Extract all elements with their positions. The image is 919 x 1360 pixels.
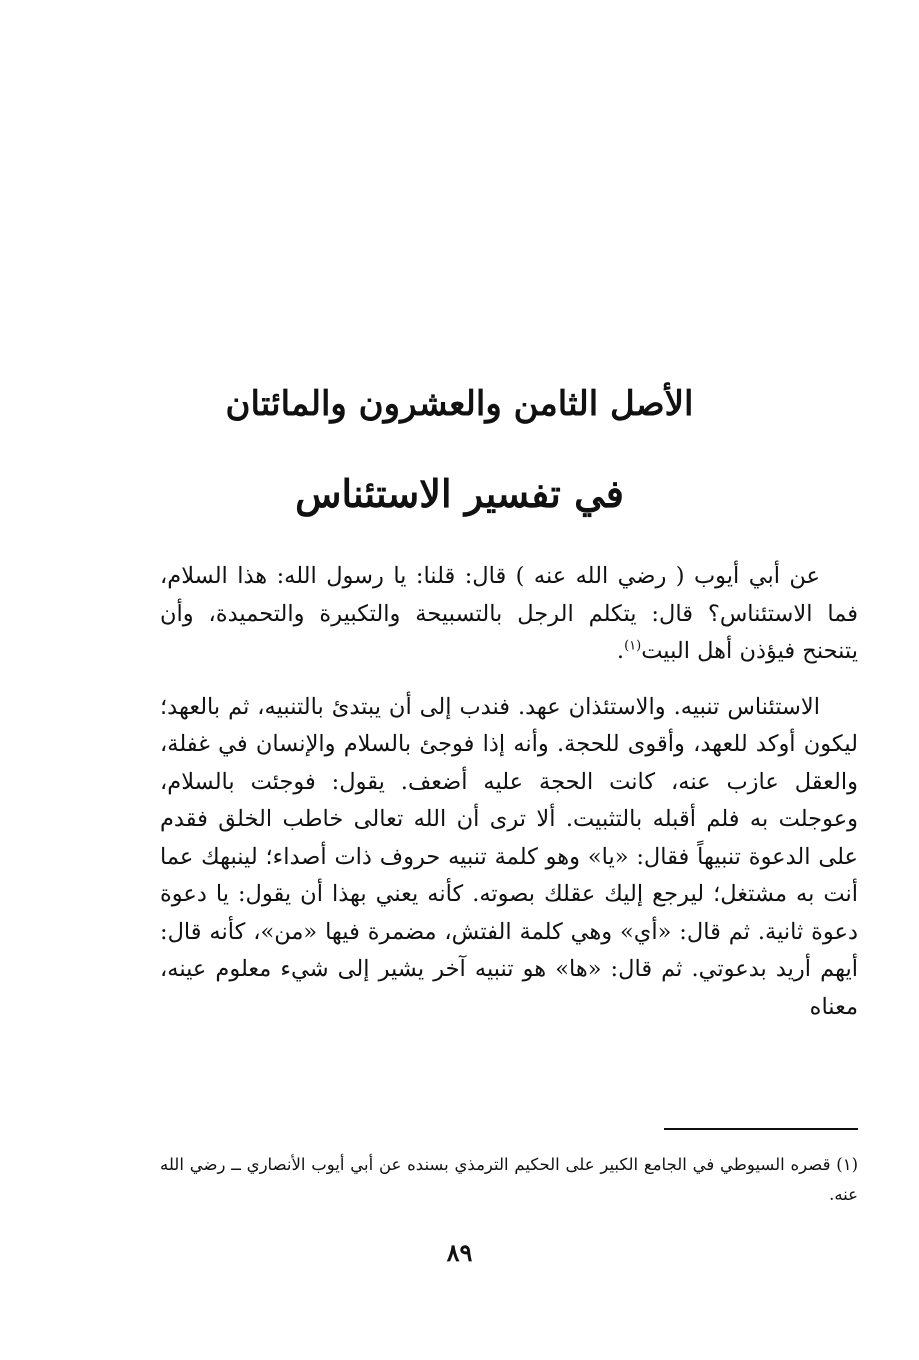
footnotes (160, 1150, 858, 1210)
footnote-item: (١) قصره السيوطي في الجامع الكبير على الحكيم الترمذي بسنده عن أبي أيوب الأنصاري ــ رضي الله عنه. (160, 1155, 858, 1204)
paragraph-hadith (160, 558, 858, 671)
chapter-subtitle: في تفسير الاستئناس (295, 471, 624, 516)
footnote-reference[interactable]: (١) (624, 638, 642, 654)
paragraph-text: عن أبي أيوب ( رضي الله عنه ) قال: قلنا: يا رسول الله: هذا السلام، فما الاستئناس؟ قال: يتكلم الرجل بالتسبيحة والتكبيرة والتحميدة، وأن يتنحنح فيؤذن أهل البيت (160, 563, 858, 664)
page-number: ٨٩ (446, 1238, 473, 1267)
paragraph-commentary (160, 689, 858, 1027)
footnote-divider (664, 1128, 858, 1130)
paragraph-tail: . (616, 638, 625, 664)
paragraph-text: الاستئناس تنبيه. والاستئذان عهد. فندب إلى أن يبتدئ بالتنبيه، ثم بالعهد؛ ليكون أوكد للعهد، وأقوى للحجة. وأنه إذا فوجئ بالسلام والإنسان في غفلة، والعقل عازب عنه، كانت الحجة عليه أضعف. يقول: فوجئت بالسلام، وعوجلت به فلم أقبله بالتثبيت. ألا ترى أن الله تعالى خاطب الخلق فقدم على الدعوة تنبيهاً فقال: «يا» وهو كلمة تنبيه حروف ذات أصداء؛ لينبهك عما أنت به مشتغل؛ ليرجع إليك عقلك بصوته. كأنه يعني بهذا أن يقول: يا دعوة دعوة ثانية. ثم قال: «أي» وهي كلمة الفتش، مضمرة فيها «من»، كأنه قال: أيهم أريد بدعوتي. ثم قال: «ها» هو تنبيه آخر يشير إلى شيء معلوم عينه، معناه (160, 693, 858, 1020)
chapter-title: الأصل الثامن والعشرون والمائتان (225, 384, 694, 424)
body-text (160, 558, 858, 1044)
